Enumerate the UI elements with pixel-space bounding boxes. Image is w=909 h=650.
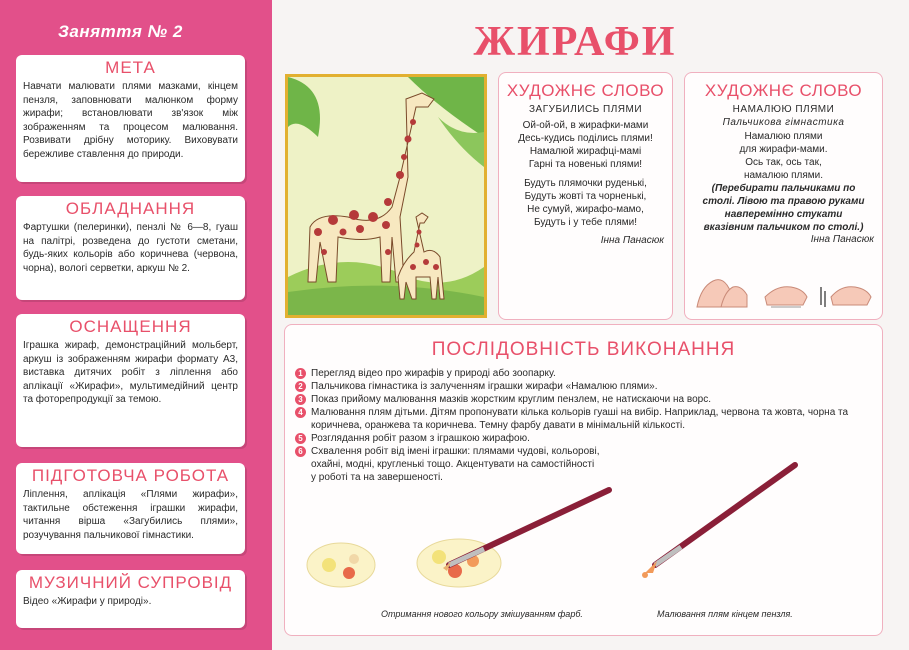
step-item (295, 432, 882, 445)
equipment-text: Фартушки (пелеринки), пензлі № 6—8, гуаш на палітрі, розведена до густоти сметани, будь-яких кольорів або коричнева (червона, чорна), вологі серветки, аркуш № 2. (23, 222, 238, 274)
lesson-number: Заняття № 2 (58, 22, 183, 41)
poem-line: Будуть плямочки руденькі, (524, 178, 647, 189)
finger-game-text (685, 130, 882, 182)
poem-text (499, 119, 672, 229)
giraffe-illustration (285, 74, 487, 318)
facilities-title: ОСНАЩЕННЯ (69, 317, 192, 336)
music-text: Відео «Жирафи у природі». (23, 596, 152, 607)
equipment-title: ОБЛАДНАННЯ (65, 199, 196, 218)
step-text: Показ прийому малювання мазків жорстким круглим пензлем, не натискаючи на ворс. (311, 394, 711, 405)
step-number: 1 (295, 368, 306, 379)
step-text: Малювання плям дітьми. Дітям пропонувати кілька кольорів гуаші на вибір. Наприклад, червона та жовта, чорна та коричнева, оранжева та коричнева. Темну фарбу давати в мінімальній кількості. (311, 407, 849, 431)
step-text: Перегляд відео про жирафів у природі або зоопарку. (311, 368, 556, 379)
facilities-text: Іграшка жираф, демонстраційний мольберт, аркуш із зображенням жирафи формату А3, виставка дитячих робіт з ліплення або аплікації «Жирафи», мультимедійний центр та фоторепродукції за темою. (23, 340, 238, 405)
brush-tip-illustration (635, 455, 815, 595)
poem-line: Будуть і у тебе плями! (534, 217, 637, 228)
step-item (295, 380, 882, 393)
goal-title: МЕТА (105, 58, 156, 77)
poem-author: Інна Панасюк (600, 235, 664, 246)
preparation-card (16, 463, 245, 554)
sequence-title: ПОСЛІДОВНІСТЬ ВИКОНАННЯ (431, 339, 736, 360)
poem-line: Гарні та новенькі плями! (528, 159, 643, 170)
poem-panel (498, 72, 673, 320)
step-number: 2 (295, 381, 306, 392)
finger-game-title: ХУДОЖНЄ СЛОВО (704, 81, 863, 100)
poem-line: Ой-ой-ой, в жирафки-мами (522, 120, 649, 131)
step-number: 5 (295, 433, 306, 444)
preparation-title: ПІДГОТОВЧА РОБОТА (31, 466, 230, 485)
goal-text: Навчати малювати плями мазками, кінцем пензля, заповнювати малюнком форму жирафи; встановлювати зв'язок між зображенням та процесом малювання. Розвивати дрібну моторику. Виховувати бережливе ставлення до природи. (23, 81, 238, 160)
poem-line: намалюю плями. (743, 170, 824, 181)
caption-mixing: Отримання нового кольору змішуванням фарб. (381, 609, 583, 619)
page-title: ЖИРАФИ (473, 19, 677, 65)
poem-subtitle: ЗАГУБИЛИСЬ ПЛЯМИ (528, 104, 643, 115)
step-number: 4 (295, 407, 306, 418)
step-text: Схвалення робіт від імені іграшки: плямами чудові, кольорові, охайні, модні, кругленькі тощо. Акцентувати на самостійності у роботі та на завершеності. (311, 446, 600, 483)
finger-game-note: (Перебирати пальчиками по столі. Лівою та правою руками навперемінно стукати вказівним пальчиком по столі.) (702, 183, 865, 233)
preparation-text: Ліплення, аплікація «Плями жирафи», тактильне обстеження іграшки жирафи, читання вірша «Загубились плями», розучування пальчикової гімнастики. (23, 489, 238, 541)
step-text: Пальчикова гімнастика із залученням іграшки жирафи «Намалюю плями». (311, 381, 658, 392)
facilities-card (16, 314, 245, 447)
palette-mixing-illustration (299, 465, 629, 605)
step-item (295, 406, 882, 432)
sidebar (0, 0, 272, 650)
finger-game-author: Інна Панасюк (810, 234, 874, 245)
hands-illustration (691, 267, 877, 313)
poem-panel-title: ХУДОЖНЄ СЛОВО (506, 81, 665, 100)
poem-line: Десь-кудись поділись плями! (518, 133, 653, 144)
poem-line: для жирафи-мами. (739, 144, 828, 155)
step-number: 6 (295, 446, 306, 457)
step-number: 3 (295, 394, 306, 405)
step-item (295, 393, 882, 406)
poem-line: Намалюй жирафці-мамі (529, 146, 642, 157)
poem-line: Будуть жовті та чорненькі, (524, 191, 647, 202)
goal-card (16, 55, 245, 182)
poem-line: Ось так, ось так, (745, 157, 822, 168)
equipment-card (16, 196, 245, 300)
music-title: МУЗИЧНИЙ СУПРОВІД (28, 573, 233, 592)
sequence-panel (284, 324, 883, 636)
caption-brush-tip: Малювання плям кінцем пензля. (657, 609, 793, 619)
poem-line: Намалюю плями (744, 131, 823, 142)
music-card (16, 570, 245, 628)
step-text: Розглядання робіт разом з іграшкою жирафою. (311, 433, 530, 444)
finger-game-type: Пальчикова гімнастика (722, 117, 845, 128)
step-item (295, 367, 882, 380)
poem-line: Не сумуй, жирафо-мамо, (527, 204, 644, 215)
finger-game-subtitle: НАМАЛЮЮ ПЛЯМИ (732, 104, 835, 115)
finger-game-panel (684, 72, 883, 320)
